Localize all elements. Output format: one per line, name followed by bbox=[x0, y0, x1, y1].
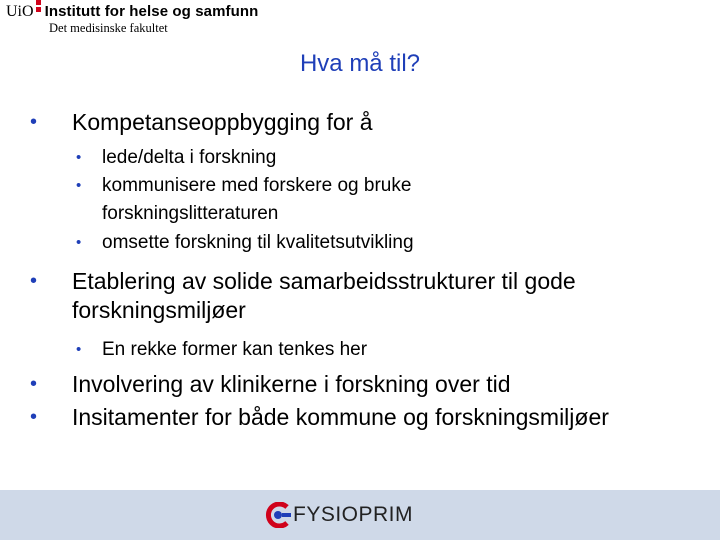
fysioprim-logo bbox=[265, 502, 413, 528]
bullet-icon: • bbox=[76, 149, 82, 166]
bullet-level2-continuation: forskningslitteraturen bbox=[102, 203, 279, 224]
bullet-level1: • Kompetanseoppbygging for å bbox=[30, 109, 373, 135]
uio-colon-icon bbox=[36, 0, 41, 14]
bullet-level2: • omsette forskning til kvalitetsutvikling bbox=[30, 228, 710, 257]
slide-body bbox=[30, 108, 710, 432]
uio-header bbox=[6, 2, 258, 38]
slide-title: Hva må til? bbox=[299, 50, 421, 77]
bullet-icon: • bbox=[30, 111, 38, 133]
institute-name: Institutt for helse og samfunn bbox=[44, 3, 259, 20]
bullet-icon: • bbox=[30, 373, 38, 395]
fysioprim-wordmark: FYSIOPRIM bbox=[293, 503, 414, 526]
bullet-icon: • bbox=[30, 270, 38, 292]
uio-logo bbox=[6, 2, 258, 21]
bullet-icon: • bbox=[76, 177, 82, 194]
bullet-level1: • Insitamenter for både kommune og forskningsmiljøer bbox=[30, 404, 609, 430]
bullet-level1: • Etablering av solide samarbeidsstrukturer til gode bbox=[30, 268, 576, 294]
faculty-name: Det medisinske fakultet bbox=[49, 21, 168, 35]
bullet-level2: • lede/delta i forskning bbox=[30, 143, 710, 172]
footer-band bbox=[0, 490, 720, 540]
bullet-icon: • bbox=[76, 234, 82, 251]
bullet-level1: • Involvering av klinikerne i forskning over tid bbox=[30, 371, 511, 397]
bullet-level1-continuation: forskningsmiljøer bbox=[72, 297, 246, 323]
bullet-icon: • bbox=[30, 406, 38, 428]
bullet-level2: • kommunisere med forskere og bruke bbox=[30, 172, 710, 200]
bullet-level2: • En rekke former kan tenkes her bbox=[30, 335, 710, 364]
bullet-icon: • bbox=[76, 341, 82, 358]
uio-wordmark: UiO bbox=[6, 3, 34, 20]
fysioprim-logo-icon bbox=[265, 502, 291, 528]
